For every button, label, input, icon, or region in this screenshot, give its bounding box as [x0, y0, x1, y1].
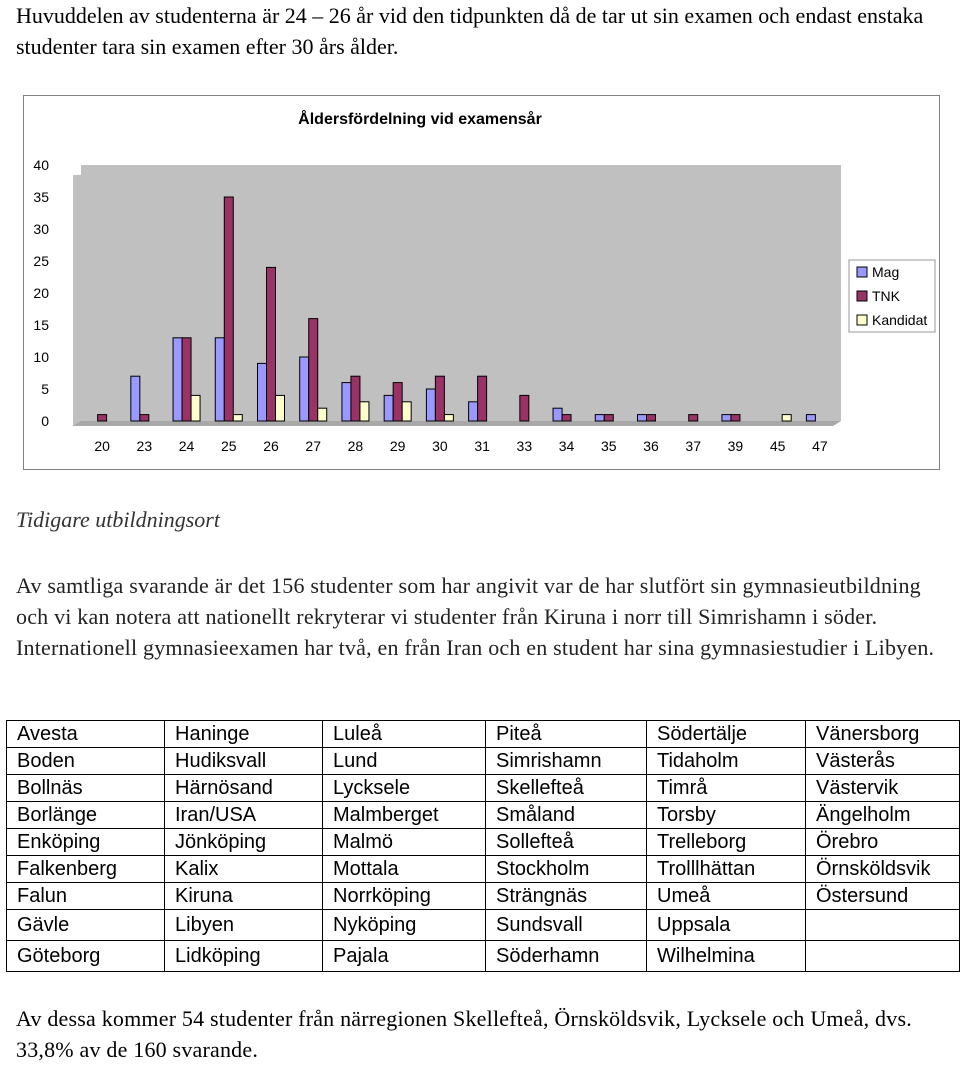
y-tick-label: 20 — [33, 285, 49, 301]
x-tick-label: 33 — [516, 438, 533, 454]
table-cell: Lund — [323, 748, 486, 775]
bar-mag-24 — [173, 338, 182, 421]
x-tick-label: 45 — [769, 438, 786, 454]
table-cell: Östersund — [806, 883, 960, 910]
bar-tnk-39 — [731, 415, 740, 421]
bar-tnk-34 — [562, 415, 571, 421]
bar-tnk-35 — [604, 415, 613, 421]
x-tick-label: 26 — [263, 438, 279, 454]
bar-mag-23 — [131, 376, 140, 421]
table-cell: Jönköping — [165, 829, 323, 856]
table-cell: Västervik — [806, 775, 960, 802]
table-cell: Boden — [7, 748, 165, 775]
table-cell: Luleå — [323, 721, 486, 748]
table-cell: Lycksele — [323, 775, 486, 802]
table-cell: Falkenberg — [7, 856, 165, 883]
table-row — [7, 856, 960, 883]
legend-swatch-kandidat — [857, 315, 867, 325]
x-tick-label: 20 — [94, 438, 110, 454]
table-cell: Borlänge — [7, 802, 165, 829]
table-cell: Torsby — [647, 802, 806, 829]
table-cell: Lidköping — [165, 941, 323, 972]
y-tick-label: 25 — [33, 253, 49, 269]
bar-tnk-25 — [224, 197, 233, 421]
table-cell: Göteborg — [7, 941, 165, 972]
chart-title: Åldersfördelning vid examensår — [298, 111, 542, 128]
bar-mag-35 — [595, 415, 604, 421]
table-cell: Uppsala — [647, 910, 806, 941]
table-row — [7, 829, 960, 856]
x-tick-label: 34 — [558, 438, 575, 454]
bar-mag-27 — [300, 357, 309, 421]
x-tick-label: 29 — [389, 438, 406, 454]
table-row — [7, 910, 960, 941]
table-cell: Södertälje — [647, 721, 806, 748]
x-tick-label: 24 — [178, 438, 195, 454]
bar-kandidat-27 — [318, 408, 327, 421]
legend-label-kandidat: Kandidat — [872, 312, 928, 328]
table-cell: Hudiksvall — [165, 748, 323, 775]
table-cell: Haninge — [165, 721, 323, 748]
x-tick-label: 25 — [220, 438, 237, 454]
bar-mag-28 — [342, 383, 351, 421]
bar-kandidat-25 — [233, 415, 242, 421]
table-cell — [806, 910, 960, 941]
table-row — [7, 748, 960, 775]
bar-mag-30 — [426, 389, 435, 421]
y-tick-label: 15 — [33, 317, 49, 333]
table-cell: Strängnäs — [486, 883, 647, 910]
x-tick-label: 23 — [136, 438, 153, 454]
table-cell: Småland — [486, 802, 647, 829]
table-cell: Sundsvall — [486, 910, 647, 941]
table-row — [7, 883, 960, 910]
table-cell: Skellefteå — [486, 775, 647, 802]
table-cell: Falun — [7, 883, 165, 910]
table-cell: Västerås — [806, 748, 960, 775]
table-cell: Kiruna — [165, 883, 323, 910]
bar-mag-26 — [258, 363, 267, 421]
table-cell: Tidaholm — [647, 748, 806, 775]
table-cell: Umeå — [647, 883, 806, 910]
legend-label-mag: Mag — [872, 264, 900, 280]
y-tick-label: 40 — [33, 157, 49, 173]
table-cell: Simrishamn — [486, 748, 647, 775]
table-cell: Pajala — [323, 941, 486, 972]
table-cell: Kalix — [165, 856, 323, 883]
table-cell: Trelleborg — [647, 829, 806, 856]
x-tick-label: 28 — [347, 438, 364, 454]
bar-mag-39 — [722, 415, 731, 421]
bar-mag-47 — [806, 415, 815, 421]
table-cell: Sollefteå — [486, 829, 647, 856]
body-paragraph-origin: Av samtliga svarande är det 156 studenter som har angivit var de har slutfört sin gymnasieutbildning och vi kan notera att nationellt rekryterar vi studenter från Kiruna i norr till Simrishamn i söder. Internationell gymnasieexamen har två, en från Iran och en student har sina gymnasiestudier i Libyen. — [16, 573, 935, 660]
bar-tnk-37 — [689, 415, 698, 421]
bar-tnk-23 — [140, 415, 149, 421]
x-tick-label: 39 — [727, 438, 744, 454]
table-cell: Härnösand — [165, 775, 323, 802]
bar-tnk-24 — [182, 338, 191, 421]
bar-tnk-29 — [393, 383, 402, 421]
bar-tnk-26 — [267, 267, 276, 421]
legend-label-tnk: TNK — [872, 288, 900, 304]
bar-tnk-36 — [647, 415, 656, 421]
table-cell: Vänersborg — [806, 721, 960, 748]
table-cell: Bollnäs — [7, 775, 165, 802]
legend-swatch-mag — [857, 267, 867, 277]
section-heading: Tidigare utbildningsort — [16, 507, 220, 532]
bar-mag-34 — [553, 408, 562, 421]
bar-kandidat-24 — [191, 395, 200, 421]
table-row — [7, 775, 960, 802]
bar-tnk-20 — [98, 415, 107, 421]
table-cell: Örnsköldsvik — [806, 856, 960, 883]
bar-mag-29 — [384, 395, 393, 421]
bar-tnk-27 — [309, 319, 318, 421]
table-cell: Gävle — [7, 910, 165, 941]
table-cell: Wilhelmina — [647, 941, 806, 972]
x-tick-label: 37 — [685, 438, 702, 454]
y-tick-label: 35 — [33, 189, 49, 205]
bar-mag-31 — [469, 402, 478, 421]
bar-tnk-33 — [520, 395, 529, 421]
x-tick-label: 36 — [643, 438, 659, 454]
bar-kandidat-28 — [360, 402, 369, 421]
table-row — [7, 941, 960, 972]
bar-kandidat-29 — [402, 402, 411, 421]
table-cell: Malmö — [323, 829, 486, 856]
table-cell: Söderhamn — [486, 941, 647, 972]
legend — [849, 260, 935, 332]
bar-mag-36 — [638, 415, 647, 421]
x-tick-label: 27 — [305, 438, 322, 454]
cities-table — [6, 720, 960, 972]
table-cell: Norrköping — [323, 883, 486, 910]
table-cell: Piteå — [486, 721, 647, 748]
bar-kandidat-45 — [782, 415, 791, 421]
table-row — [7, 721, 960, 748]
legend-swatch-tnk — [857, 291, 867, 301]
y-tick-label: 5 — [41, 381, 49, 397]
table-cell: Stockholm — [486, 856, 647, 883]
bar-kandidat-30 — [444, 415, 453, 421]
x-tick-label: 47 — [812, 438, 828, 454]
table-cell — [806, 941, 960, 972]
table-cell: Avesta — [7, 721, 165, 748]
table-cell: Trolllhättan — [647, 856, 806, 883]
table-cell: Malmberget — [323, 802, 486, 829]
age-distribution-chart — [23, 95, 940, 470]
y-tick-label: 10 — [33, 349, 49, 365]
plot-area — [81, 165, 841, 421]
bar-tnk-30 — [435, 376, 444, 421]
body-paragraph-region: Av dessa kommer 54 studenter från närregionen Skellefteå, Örnsköldsvik, Lycksele och Umeå, dvs. 33,8% av de 160 svarande. — [16, 1006, 912, 1062]
bar-tnk-31 — [478, 376, 487, 421]
x-tick-label: 35 — [600, 438, 617, 454]
x-tick-label: 31 — [474, 438, 490, 454]
table-cell: Libyen — [165, 910, 323, 941]
intro-paragraph: Huvuddelen av studenterna är 24 – 26 år vid den tidpunkten då de tar ut sin examen och endast enstaka studenter tara sin examen efter 30 års ålder. — [16, 3, 924, 59]
bar-tnk-28 — [351, 376, 360, 421]
plot-floor — [73, 421, 841, 426]
table-cell: Timrå — [647, 775, 806, 802]
table-cell: Enköping — [7, 829, 165, 856]
table-cell: Örebro — [806, 829, 960, 856]
y-tick-label: 0 — [41, 413, 49, 429]
y-tick-label: 30 — [33, 221, 49, 237]
table-cell: Ängelholm — [806, 802, 960, 829]
x-tick-label: 30 — [432, 438, 448, 454]
bar-kandidat-26 — [276, 395, 285, 421]
table-cell: Nyköping — [323, 910, 486, 941]
table-row — [7, 802, 960, 829]
table-cell: Iran/USA — [165, 802, 323, 829]
table-cell: Mottala — [323, 856, 486, 883]
bar-mag-25 — [215, 338, 224, 421]
